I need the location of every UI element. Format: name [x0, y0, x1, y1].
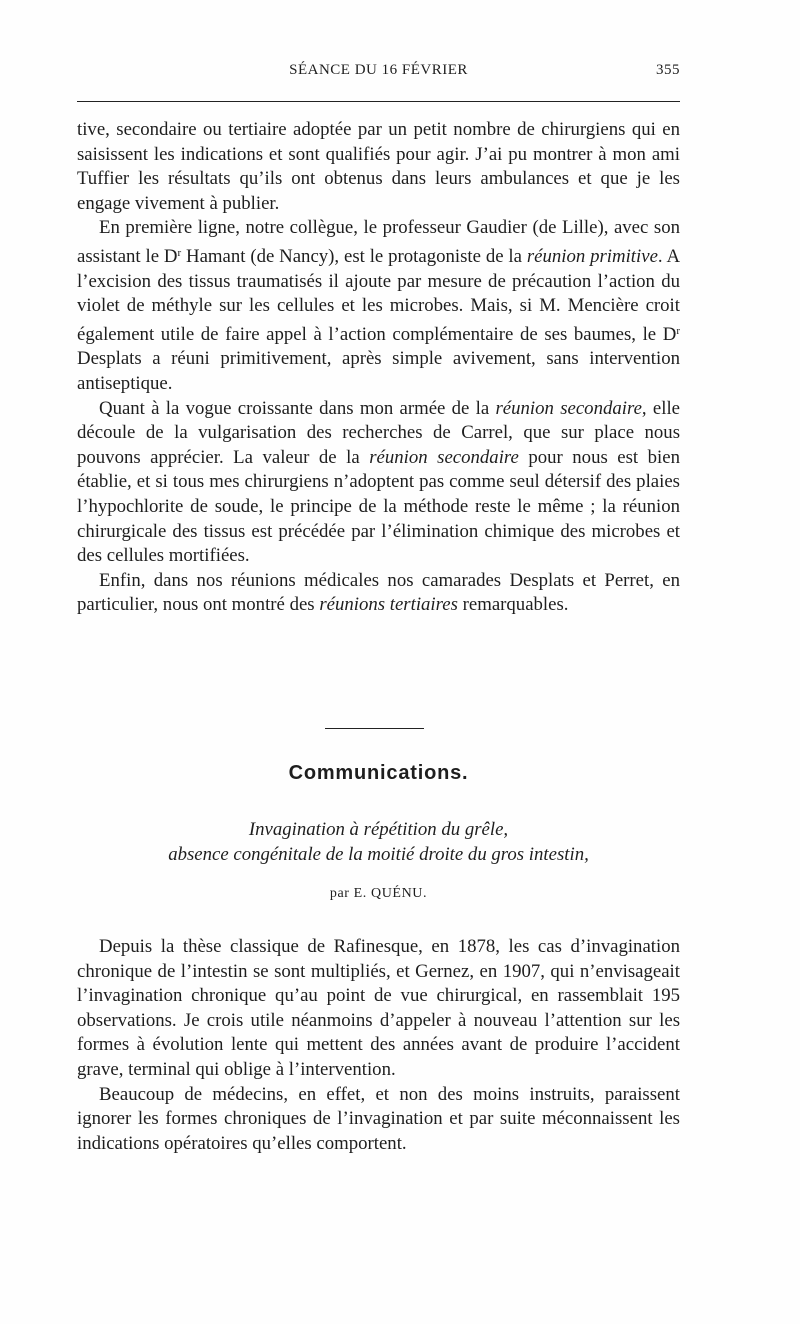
paragraph	[77, 118, 680, 216]
paragraph	[77, 216, 680, 396]
paragraph	[77, 935, 680, 1083]
text-run: Beaucoup de médecins, en effet, et non des moins instruits, paraissent ignorer les formes chroniques de l’invagination et par suite méconnaissent les indications opératoires qu’elles comportent.	[77, 1083, 680, 1154]
header-rule	[77, 101, 680, 102]
body-text-bottom	[77, 935, 680, 1156]
text-run: En première ligne, notre collègue, le professeur Gaudier (de Lille), avec son assistant le D	[77, 217, 680, 267]
superscript: r	[177, 246, 182, 259]
text-run: Desplats a réuni primitivement, après simple avivement, sans intervention antiseptique.	[77, 348, 680, 394]
paragraph	[77, 397, 680, 569]
text-run: . A l’excision des tissus traumatisés il ajoute par mesure de précaution l’action du violet de méthyle sur les cellules et les microbes. Mais, si M. Mencière croit également utile de faire appel à l’action complémentaire de ses baumes, le D	[77, 245, 681, 345]
text-run: , elle découle de la vulgarisation des recherches de Carrel, que sur place nous pouvons apprécier. La valeur de la	[77, 397, 680, 468]
italic-phrase: réunion secondaire	[495, 397, 642, 419]
article-title-line: Invagination à répétition du grêle,	[248, 819, 509, 840]
italic-phrase: réunion primitive	[526, 245, 658, 267]
superscript: r	[676, 324, 680, 337]
text-run: pour nous est bien établie, et si tous mes chirurgiens n’adoptent pas comme seul détersif des plaies l’hypochlorite de soude, le principe de la méthode reste le même ; la réunion chirurgicale des tissus est précédée par l’élimination chimique des microbes et des cellules mortifiées.	[77, 446, 680, 567]
text-run: Quant à la vogue croissante dans mon armée de la	[99, 397, 496, 419]
italic-phrase: réunion secondaire	[369, 446, 519, 468]
italic-phrase: réunions tertiaires	[319, 594, 458, 616]
text-run: tive, secondaire ou tertiaire adoptée par un petit nombre de chirurgiens qui en saisissent les indications et sont qualifiés pour agir. J’ai pu montrer à mon ami Tuffier les résultats qu’ils ont obtenus dans leurs ambulances et que je les engage vivement à publier.	[77, 119, 680, 214]
article-title	[77, 818, 680, 867]
article-author: par E. QUÉNU.	[329, 886, 428, 901]
section-title: Communications.	[288, 762, 469, 784]
section-separator-rule	[325, 728, 424, 729]
running-head	[77, 62, 680, 86]
paragraph	[77, 1083, 680, 1157]
body-text-top	[77, 118, 680, 618]
text-run: Depuis la thèse classique de Rafinesque, en 1878, les cas d’invagination chronique de l’intestin se sont multipliés, et Gernez, en 1907, qui n’envisageait l’invagination chronique qu’au point de vue chirurgical, en rassemblait 195 observations. Je crois utile néanmoins d’appeler à nouveau l’attention sur les formes à évolution lente qui mettent des années avant de produire l’accident grave, terminal qui oblige à l’intervention.	[77, 936, 680, 1080]
text-run: remarquables.	[457, 594, 569, 616]
text-run: Enfin, dans nos réunions médicales nos camarades Desplats et Perret, en particulier, nous ont montré des	[77, 569, 680, 616]
running-title: SÉANCE DU 16 FÉVRIER	[289, 62, 468, 78]
paragraph	[77, 569, 680, 618]
text-run: Hamant (de Nancy), est le protagoniste de la	[181, 245, 527, 267]
page-number: 355	[656, 62, 680, 78]
article-title-line: absence congénitale de la moitié droite du gros intestin,	[168, 843, 589, 865]
